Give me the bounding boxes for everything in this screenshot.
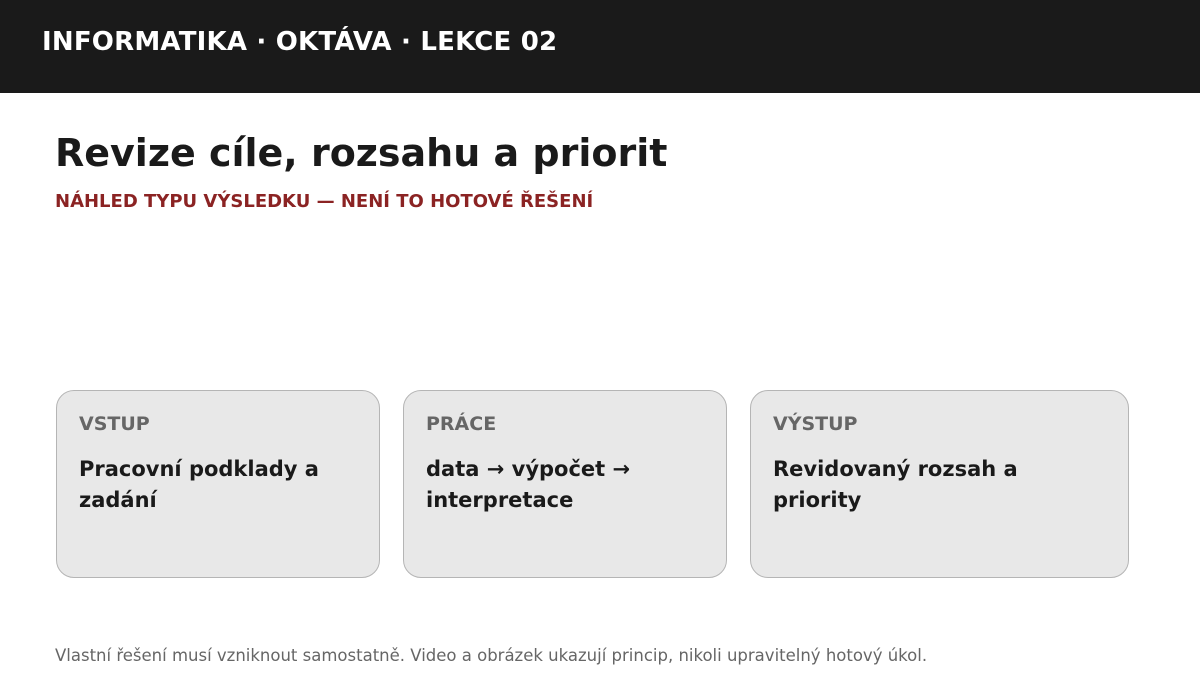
page-subtitle: NÁHLED TYPU VÝSLEDKU — NENÍ TO HOTOVÉ ŘEŠENÍ (55, 191, 594, 212)
footer-note: Vlastní řešení musí vzniknout samostatně. Video a obrázek ukazují princip, nikoli upravitelný hotový úkol. (55, 646, 928, 665)
card-label: PRÁCE (426, 413, 497, 435)
header-bar (0, 0, 1200, 93)
card-text: data → výpočet → interpretace (426, 457, 631, 512)
card-work (403, 390, 727, 578)
course-title: INFORMATIKA · OKTÁVA · LEKCE 02 (42, 27, 558, 57)
card-label: VÝSTUP (773, 413, 858, 435)
card-label: VSTUP (79, 413, 150, 435)
card-output (750, 390, 1129, 578)
card-text: Pracovní podklady a zadání (79, 457, 319, 512)
page-title: Revize cíle, rozsahu a priorit (55, 131, 668, 175)
card-text: Revidovaný rozsah a priority (773, 457, 1018, 512)
card-input (56, 390, 380, 578)
